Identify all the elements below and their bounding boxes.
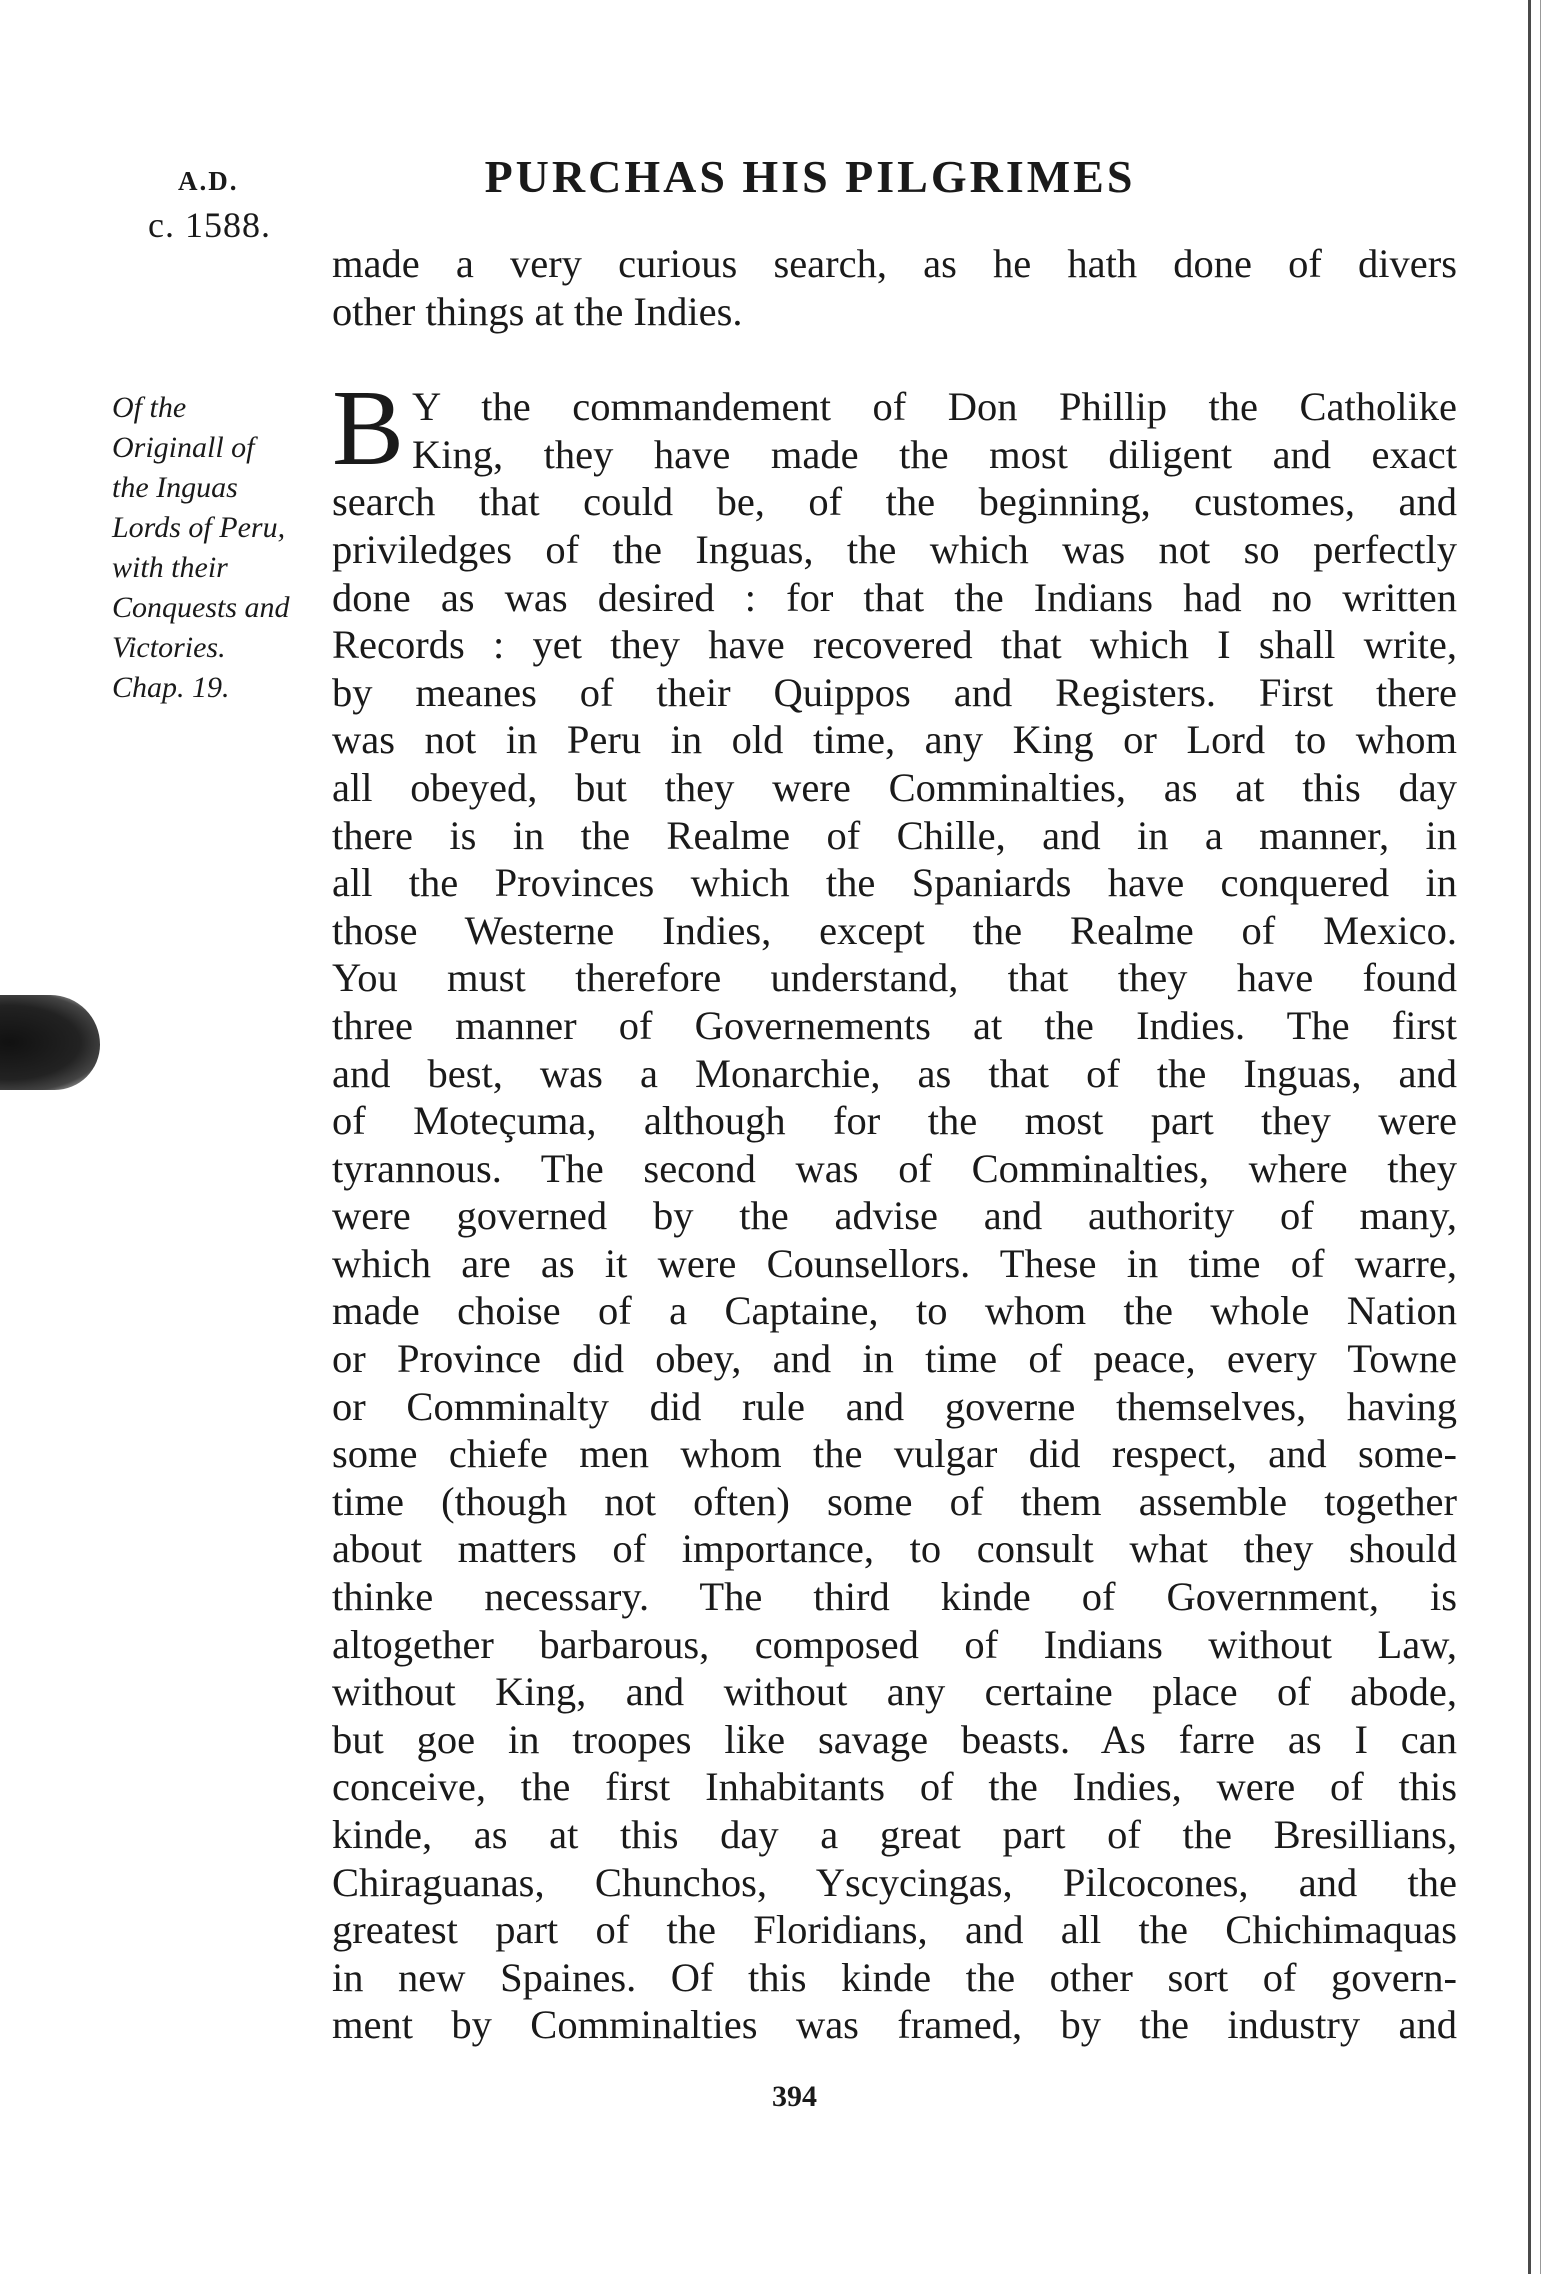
header-era: A.D. bbox=[178, 166, 239, 196]
text-line: conceive, the first Inhabitants of the Indies, were of this bbox=[332, 1764, 1457, 1810]
text-line: kinde, as at this day a great part of the Bresillians, bbox=[332, 1812, 1457, 1857]
running-title: PURCHAS HIS PILGRIMES bbox=[484, 151, 1136, 202]
margin-note-line: Originall of bbox=[112, 431, 255, 464]
text-line: time (though not often) some of them assemble together bbox=[332, 1478, 1457, 1524]
text-line: done as was desired : for that the Indians had no written bbox=[332, 574, 1457, 620]
paragraph-gap bbox=[332, 335, 1457, 383]
text-line: or Province did obey, and in time of peace, every Towne bbox=[332, 1336, 1457, 1382]
text-line: without King, and without any certaine place of abode, bbox=[332, 1669, 1457, 1715]
text-line: which are as it were Counsellors. These in time of warre, bbox=[332, 1240, 1457, 1286]
text-line: all the Provinces which the Spaniards have conquered in bbox=[332, 860, 1457, 906]
text-line: search that could be, of the beginning, customes, and bbox=[332, 479, 1457, 525]
drop-cap: B bbox=[332, 369, 405, 489]
margin-note-line: Conquests and bbox=[112, 591, 290, 624]
margin-note-line: with their bbox=[112, 551, 228, 584]
text-line: and best, was a Monarchie, as that of the Inguas, and bbox=[332, 1050, 1457, 1096]
text-line: tyrannous. The second was of Comminalties, where they bbox=[332, 1145, 1457, 1191]
text-line: other things at the Indies. bbox=[332, 288, 743, 334]
text-line: greatest part of the Floridians, and all the Chichimaquas bbox=[332, 1907, 1457, 1953]
thumb-shadow bbox=[0, 995, 100, 1090]
text-line: Y the commandement of Don Phillip the Catholike bbox=[412, 384, 1457, 430]
text-line: Chiraguanas, Chunchos, Yscycingas, Pilcocones, and the bbox=[332, 1859, 1457, 1905]
text-line: some chiefe men whom the vulgar did respect, and some- bbox=[332, 1431, 1457, 1477]
text-line: by meanes of their Quippos and Registers. First there bbox=[332, 669, 1457, 715]
page-number: 394 bbox=[772, 2080, 817, 2113]
text-line: or Comminalty did rule and governe themselves, having bbox=[332, 1383, 1457, 1429]
margin-note-line: the Inguas bbox=[112, 471, 238, 504]
text-line: priviledges of the Inguas, the which was not so perfectly bbox=[332, 526, 1457, 572]
margin-note bbox=[112, 388, 322, 708]
text-line: Records : yet they have recovered that which I shall write, bbox=[332, 622, 1457, 668]
text-line: made a very curious search, as he hath done of divers bbox=[332, 241, 1457, 286]
text-line: You must therefore understand, that they have found bbox=[332, 955, 1457, 1001]
margin-note-line: Chap. 19. bbox=[112, 671, 230, 704]
margin-note-line: Victories. bbox=[112, 631, 226, 664]
margin-note-line: Lords of Peru, bbox=[112, 511, 286, 544]
text-line: there is in the Realme of Chille, and in a manner, in bbox=[332, 812, 1457, 858]
text-line: but goe in troopes like savage beasts. As farre as I can bbox=[332, 1716, 1457, 1762]
text-line: three manner of Governements at the Indies. The first bbox=[332, 1002, 1457, 1048]
text-line: King, they have made the most diligent and exact bbox=[412, 431, 1457, 477]
margin-note-line: Of the bbox=[112, 391, 187, 424]
text-line: those Westerne Indies, except the Realme of Mexico. bbox=[332, 907, 1457, 953]
text-line: ment by Comminalties was framed, by the industry and bbox=[332, 2002, 1457, 2048]
text-line: thinke necessary. The third kinde of Government, is bbox=[332, 1574, 1457, 1620]
header-date: c. 1588. bbox=[148, 205, 271, 245]
text-line: of Moteçuma, although for the most part they were bbox=[332, 1098, 1457, 1144]
page-edge-line bbox=[1540, 0, 1541, 2274]
text-line: about matters of importance, to consult what they should bbox=[332, 1526, 1457, 1572]
text-line: made choise of a Captaine, to whom the whole Nation bbox=[332, 1288, 1457, 1334]
text-line: were governed by the advise and authority of many, bbox=[332, 1193, 1457, 1239]
text-line: in new Spaines. Of this kinde the other sort of govern- bbox=[332, 1954, 1457, 2000]
page-edge-shadow bbox=[1528, 0, 1531, 2274]
main-text bbox=[332, 240, 1457, 2049]
text-line: all obeyed, but they were Comminalties, as at this day bbox=[332, 764, 1457, 810]
chapter-opening bbox=[332, 369, 1457, 489]
text-line: was not in Peru in old time, any King or Lord to whom bbox=[332, 717, 1457, 763]
text-line: altogether barbarous, composed of Indians without Law, bbox=[332, 1621, 1457, 1667]
